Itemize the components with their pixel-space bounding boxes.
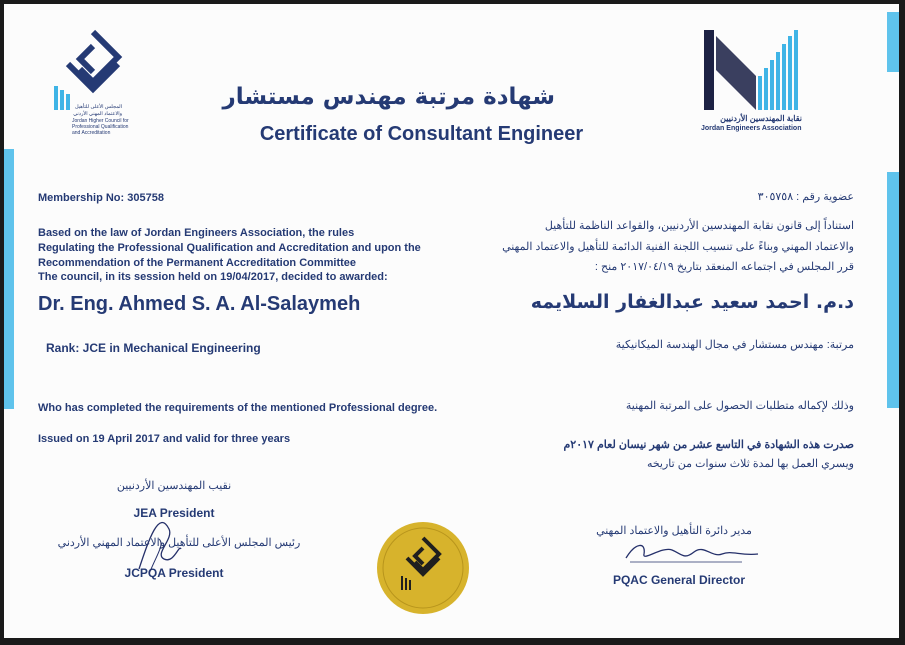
pqac-director-ar: مدير دائرة التأهيل والاعتماد المهني [596, 525, 752, 537]
jhcpqa-logo-icon [48, 24, 138, 114]
issue-ar-2: ويسري العمل بها لمدة ثلاث سنوات من تاريخه [646, 458, 854, 470]
gold-seal-icon [375, 520, 471, 616]
membership-en: Membership No: 305758 [38, 192, 164, 204]
preamble-en-line: Regulating the Professional Qualification and Accreditation and upon the [38, 242, 421, 254]
right-stripe-2 [887, 172, 899, 408]
jcpqa-president-en: JCPQA President [124, 566, 224, 580]
jea-logo-icon [702, 26, 806, 114]
rank-en: Rank: JCE in Mechanical Engineering [46, 341, 261, 355]
recipient-name-ar: د.م. احمد سعيد عبدالغفار السلايمه [530, 291, 854, 313]
pqac-director-en: PQAC General Director [612, 573, 746, 587]
preamble-en-line: Recommendation of the Permanent Accreditation Committee [38, 257, 357, 269]
certificate [4, 4, 899, 638]
preamble-ar-line: والاعتماد المهني وبناءً على تنسيب اللجنة الفنية الدائمة للتأهيل والاعتماد المهني [502, 241, 854, 253]
jea-president-en: JEA President [133, 506, 215, 520]
left-logo-name-en-1: Jordan Higher Council for [72, 118, 129, 124]
issue-ar-1: صدرت هذه الشهادة في التاسع عشر من شهر نيسان لعام ٢٠١٧م [563, 439, 854, 451]
jea-president-ar: نقيب المهندسين الأردنيين [116, 480, 232, 492]
pqac-signature-icon [622, 536, 762, 568]
left-logo-name-ar-1: المجلس الأعلى للتأهيل [74, 104, 122, 110]
completion-en: Who has completed the requirements of the mentioned Professional degree. [38, 402, 438, 414]
jcpqa-president-ar: رئيس المجلس الأعلى للتأهيل والاعتماد المهني الأردني [57, 537, 301, 549]
left-stripe [4, 149, 14, 409]
preamble-ar-line: قرر المجلس في اجتماعه المنعقد بتاريخ ٢٠١٧/٠٤/١٩ منح : [594, 261, 854, 273]
title-en: Certificate of Consultant Engineer [259, 123, 584, 145]
membership-ar: عضوية رقم : ٣٠٥٧٥٨ [757, 191, 854, 203]
preamble-ar-line: استناداً إلى قانون نقابة المهندسين الأردنيين، والقواعد الناظمة للتأهيل [544, 220, 854, 232]
preamble-en-line: Based on the law of Jordan Engineers Association, the rules [38, 227, 355, 239]
preamble-en-line: The council, in its session held on 19/04/2017, decided to awarded: [38, 271, 388, 283]
title-ar: شهادة مرتبة مهندس مستشار [222, 84, 555, 110]
jea-name-ar: نقابة المهندسين الأردنيين [720, 114, 802, 123]
recipient-name-en: Dr. Eng. Ahmed S. A. Al-Salaymeh [38, 293, 361, 315]
left-logo-name-ar-2: والاعتماد المهني الأردني [73, 111, 122, 117]
jea-name-en: Jordan Engineers Association [701, 125, 802, 132]
issue-en: Issued on 19 April 2017 and valid for three years [38, 433, 291, 445]
jea-signature-icon [129, 499, 189, 579]
left-logo-name-en-3: and Accreditation [72, 130, 111, 136]
right-stripe-1 [887, 12, 899, 72]
left-logo-name-en-2: Professional Qualification [72, 124, 129, 130]
rank-ar: مرتبة: مهندس مستشار في مجال الهندسة الميكانيكية [615, 339, 854, 351]
completion-ar: وذلك لإكماله متطلبات الحصول على المرتبة المهنية [625, 400, 854, 412]
